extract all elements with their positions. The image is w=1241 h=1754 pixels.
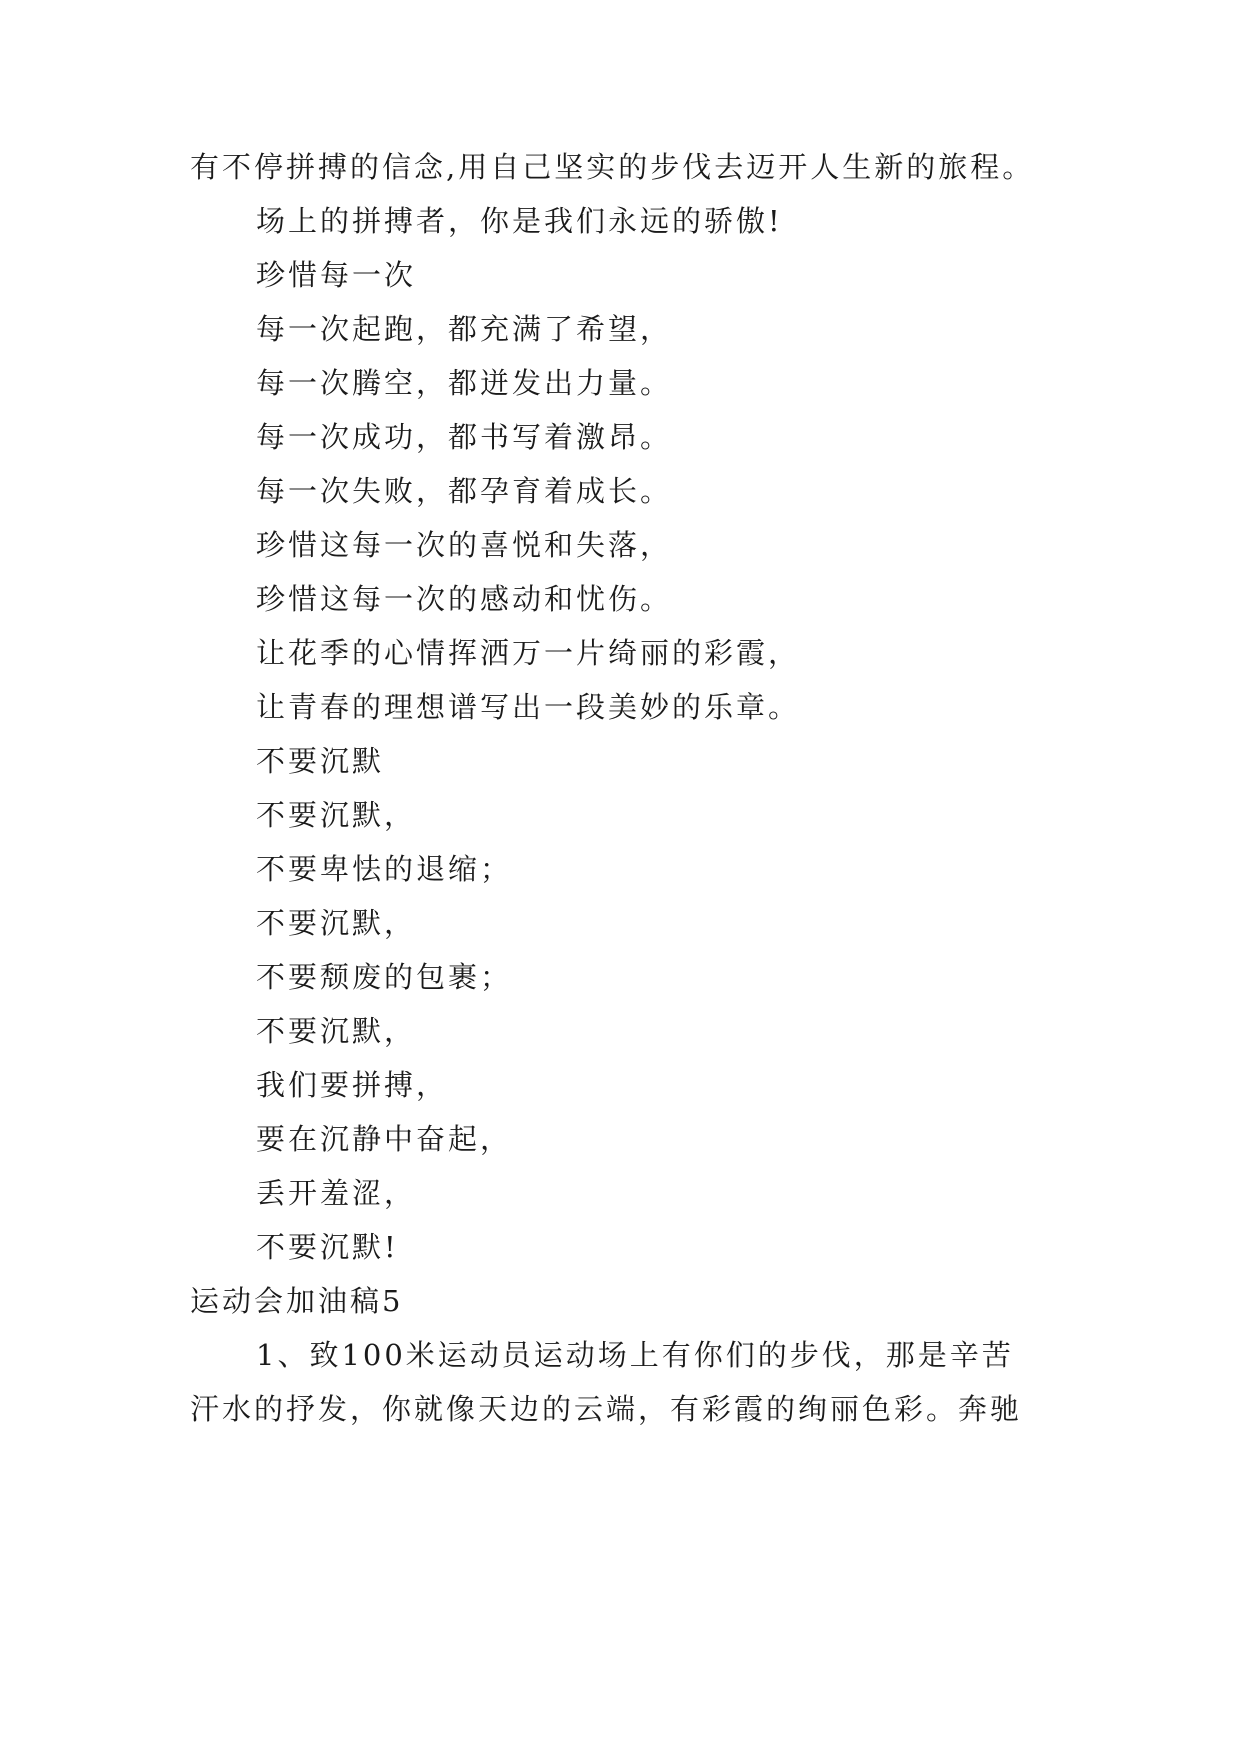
poem-line: 每一次起跑，都充满了希望，	[256, 312, 673, 346]
paragraph-line: 汗水的抒发，你就像天边的云端，有彩霞的绚丽色彩。奔驰	[190, 1392, 1023, 1426]
poem-line: 不要沉默，	[256, 798, 417, 832]
poem-line: 每一次腾空，都迸发出力量。	[256, 366, 673, 400]
poem-line: 不要卑怯的退缩；	[256, 852, 513, 886]
poem-line: 让青春的理想谱写出一段美妙的乐章。	[256, 690, 801, 724]
poem-line: 不要颓废的包裹；	[256, 960, 513, 994]
poem-line: 丢开羞涩，	[256, 1176, 417, 1210]
paragraph-continuation: 有不停拼搏的信念,用自己坚实的步伐去迈开人生新的旅程。	[190, 150, 1035, 184]
poem-line: 不要沉默!	[256, 1230, 399, 1264]
section-heading: 运动会加油稿5	[190, 1284, 404, 1318]
poem-line: 每一次失败，都孕育着成长。	[256, 474, 673, 508]
paragraph-line: 场上的拼搏者，你是我们永远的骄傲!	[256, 204, 783, 238]
paragraph-line: 1、致100米运动员运动场上有你们的步伐，那是辛苦	[256, 1338, 1014, 1372]
poem-line: 珍惜这每一次的感动和忧伤。	[256, 582, 673, 616]
poem-line: 珍惜这每一次的喜悦和失落，	[256, 528, 673, 562]
poem-title: 珍惜每一次	[256, 258, 417, 292]
poem-line: 我们要拼搏，	[256, 1068, 449, 1102]
poem-line: 要在沉静中奋起，	[256, 1122, 513, 1156]
poem-title: 不要沉默	[256, 744, 385, 778]
poem-line: 不要沉默，	[256, 1014, 417, 1048]
poem-line: 让花季的心情挥洒万一片绮丽的彩霞，	[256, 636, 801, 670]
poem-line: 不要沉默，	[256, 906, 417, 940]
poem-line: 每一次成功，都书写着激昂。	[256, 420, 673, 454]
